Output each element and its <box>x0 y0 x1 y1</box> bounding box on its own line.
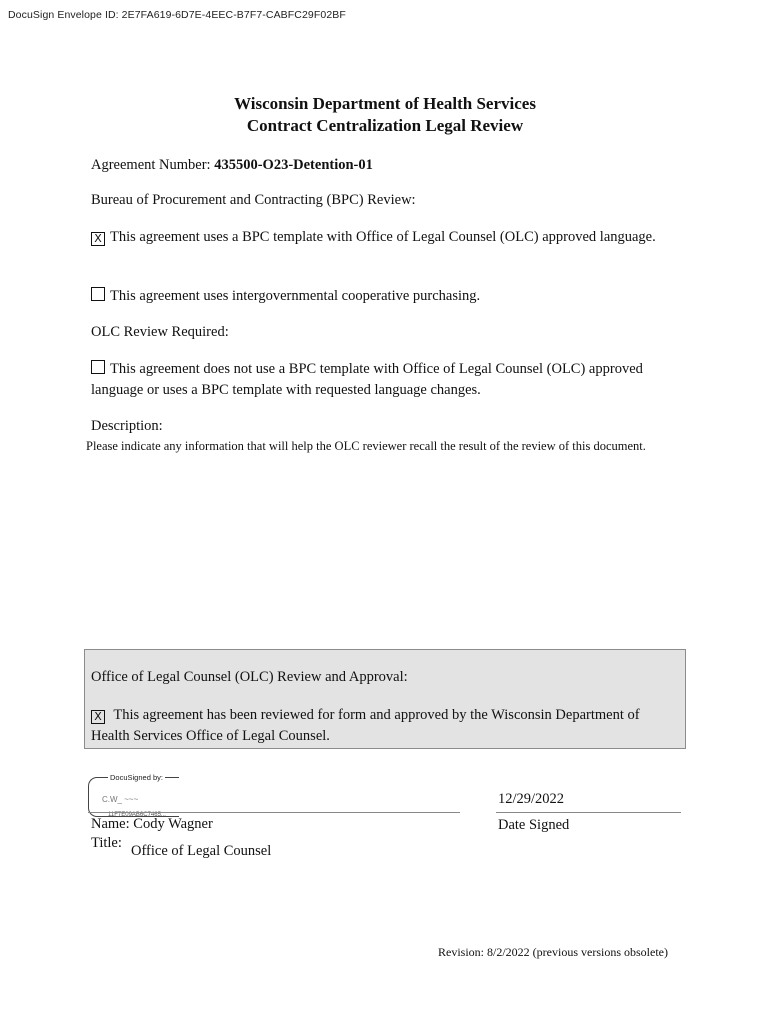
bpc-template-option <box>91 227 691 248</box>
name-label: Name: <box>91 816 130 832</box>
date-signed-value: 12/29/2022 <box>498 791 565 807</box>
olc-approval-text: This agreement has been reviewed for form and approved by the Wisconsin Department of Health Services Office of Legal Counsel. <box>91 707 640 744</box>
agreement-number-value: 435500-O23-Detention-01 <box>214 157 373 173</box>
title-value: Office of Legal Counsel <box>131 843 272 859</box>
olc-required-option <box>91 359 691 401</box>
olc-approval-heading: Office of Legal Counsel (OLC) Review and Approval: <box>91 669 408 685</box>
agreement-number-label: Agreement Number: <box>91 157 211 173</box>
title-label: Title: <box>91 835 122 851</box>
signature-image: C.W_ ~~~ <box>102 795 139 804</box>
signature-line <box>88 812 460 813</box>
intergovernmental-text: This agreement uses intergovernmental cooperative purchasing. <box>110 288 481 304</box>
bpc-template-checkbox[interactable]: X <box>91 232 105 246</box>
olc-approval-checkbox[interactable]: X <box>91 710 105 724</box>
olc-required-checkbox[interactable] <box>91 360 105 374</box>
olc-review-required-label: OLC Review Required: <box>91 324 229 340</box>
docusign-envelope-id: DocuSign Envelope ID: 2E7FA619-6D7E-4EEC-B7F7-CABFC29F02BF <box>8 9 346 21</box>
intergovernmental-checkbox[interactable] <box>91 287 105 301</box>
signer-id: 11F7E09AB6C7465... <box>108 812 166 818</box>
document-title-line-2: Contract Centralization Legal Review <box>246 116 524 135</box>
signer-name-row <box>91 814 213 835</box>
bpc-review-label: Bureau of Procurement and Contracting (BPC) Review: <box>91 192 416 208</box>
revision-footer: Revision: 8/2/2022 (previous versions obsolete) <box>438 945 668 959</box>
olc-approval-option <box>91 705 681 747</box>
agreement-number-row <box>91 155 373 176</box>
description-instructions: Please indicate any information that will help the OLC reviewer recall the result of the review of this document. <box>86 439 646 453</box>
intergovernmental-option <box>91 286 691 307</box>
document-title-line-1: Wisconsin Department of Health Services <box>234 94 536 113</box>
bpc-template-text: This agreement uses a BPC template with Office of Legal Counsel (OLC) approved language. <box>110 229 656 245</box>
date-signed-label: Date Signed <box>498 817 570 833</box>
date-line <box>496 812 681 813</box>
name-value: Cody Wagner <box>133 816 213 832</box>
description-label: Description: <box>91 418 163 434</box>
docusigned-by-label: DocuSigned by: <box>110 773 163 782</box>
olc-required-text: This agreement does not use a BPC template with Office of Legal Counsel (OLC) approved language or uses a BPC template with requested language changes. <box>91 361 643 398</box>
